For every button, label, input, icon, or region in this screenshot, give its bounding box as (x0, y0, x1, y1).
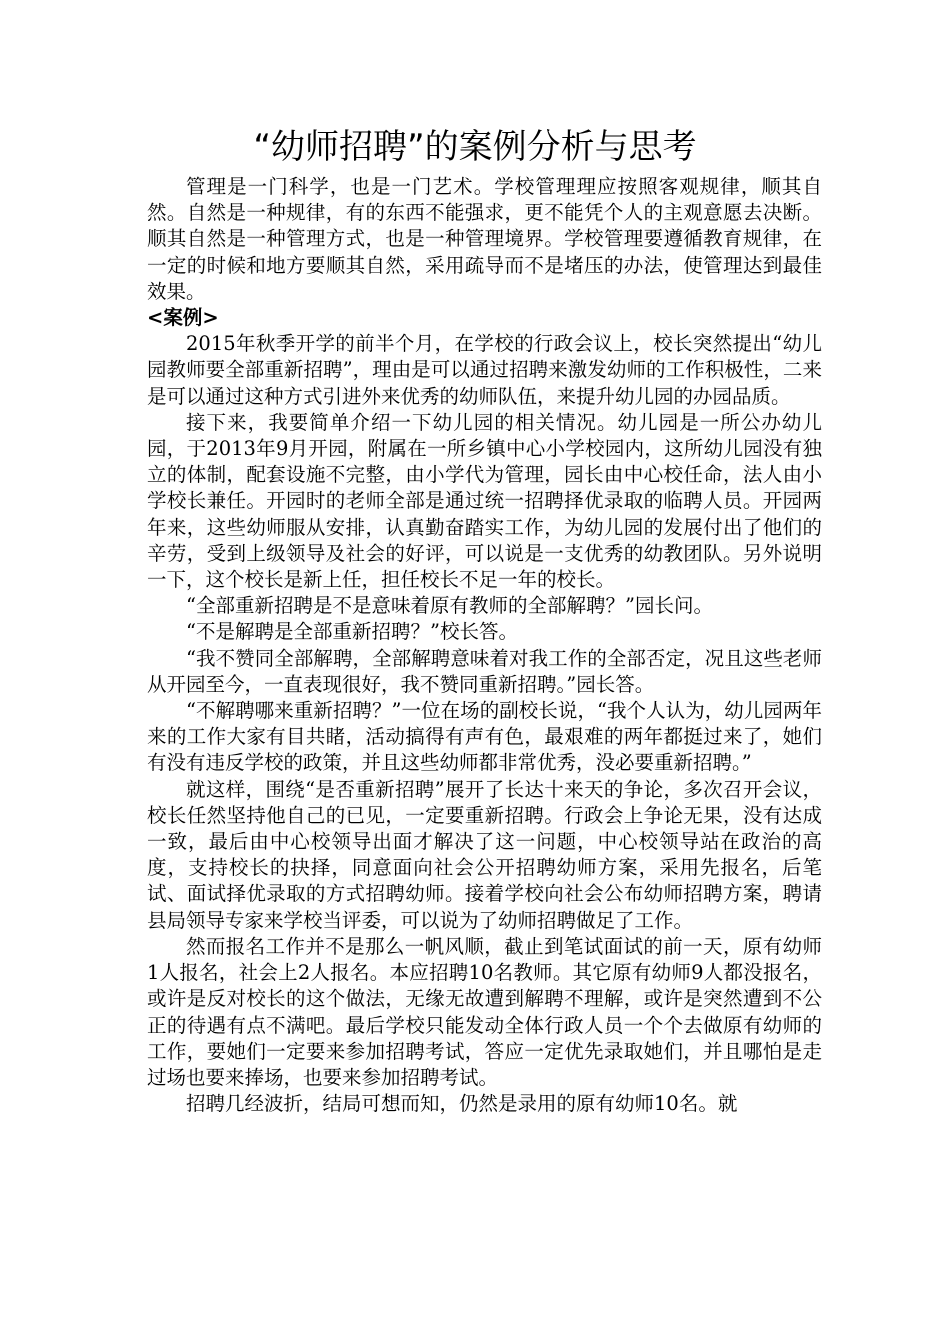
document-body (147, 174, 822, 1117)
paragraph-9: 招聘几经波折，结局可想而知，仍然是录用的原有幼师10名。就 (186, 1092, 738, 1116)
section-heading-case: <案例> (147, 306, 219, 330)
paragraph-3: “全部重新招聘是不是意味着原有教师的全部解聘？”园长问。 (186, 594, 713, 618)
paragraph-7: 就这样，围绕“是否重新招聘”展开了长达十来天的争论，多次召开会议，校长任然坚持他自己的已见，一定要重新招聘。行政会上争论无果，没有达成一致，最后由中心校领导出面才解决了这一问题，中心校领导站在政治的高度，支持校长的抉择，同意面向社会公开招聘幼师方案，采用先报名，后笔试、面试择优录取的方式招聘幼师。接着学校向社会公布幼师招聘方案，聘请县局领导专家来学校当评委，可以说为了幼师招聘做足了工作。 (147, 777, 822, 932)
paragraph-4: “不是解聘是全部重新招聘？”校长答。 (186, 620, 518, 644)
paragraph-1: 2015年秋季开学的前半个月，在学校的行政会议上，校长突然提出“幼儿园教师要全部重新招聘”，理由是可以通过招聘来激发幼师的工作积极性，二来是可以通过这种方式引进外来优秀的幼师队伍，来提升幼儿园的办园品质。 (147, 332, 822, 408)
document-title: “幼师招聘”的案例分析与思考 (253, 127, 697, 167)
paragraph-6: “不解聘哪来重新招聘？”一位在场的副校长说，“我个人认为，幼儿园两年来的工作大家有目共睹，活动搞得有声有色，最艰难的两年都挺过来了，她们有没有违反学校的政策，并且这些幼师都非常优秀，没必要重新招聘。” (147, 699, 822, 775)
paragraph-5: “我不赞同全部解聘，全部解聘意味着对我工作的全部否定，况且这些老师从开园至今，一直表现很好，我不赞同重新招聘。”园长答。 (147, 646, 822, 696)
paragraph-8: 然而报名工作并不是那么一帆风顺，截止到笔试面试的前一天，原有幼师1人报名，社会上2人报名。本应招聘10名教师。其它原有幼师9人都没报名，或许是反对校长的这个做法，无缘无故遭到解聘不理解，或许是突然遭到不公正的待遇有点不满吧。最后学校只能发动全体行政人员一个个去做原有幼师的工作，要她们一定要来参加招聘考试，答应一定优先录取她们，并且哪怕是走过场也要来捧场，也要来参加招聘考试。 (147, 934, 822, 1089)
intro-paragraph: 管理是一门科学，也是一门艺术。学校管理理应按照客观规律，顺其自然。自然是一种规律，有的东西不能强求，更不能凭个人的主观意愿去决断。顺其自然是一种管理方式，也是一种管理境界。学校管理要遵循教育规律，在一定的时候和地方要顺其自然，采用疏导而不是堵压的办法，使管理达到最佳效果。 (147, 175, 822, 303)
paragraph-2: 接下来，我要简单介绍一下幼儿园的相关情况。幼儿园是一所公办幼儿园，于2013年9月开园，附属在一所乡镇中心小学校园内，这所幼儿园没有独立的体制，配套设施不完整，由小学代为管理，园长由中心校任命，法人由小学校长兼任。开园时的老师全部是通过统一招聘择优录取的临聘人员。开园两年来，这些幼师服从安排，认真勤奋踏实工作，为幼儿园的发展付出了他们的辛劳，受到上级领导及社会的好评，可以说是一支优秀的幼教团队。另外说明一下，这个校长是新上任，担任校长不足一年的校长。 (147, 410, 822, 592)
